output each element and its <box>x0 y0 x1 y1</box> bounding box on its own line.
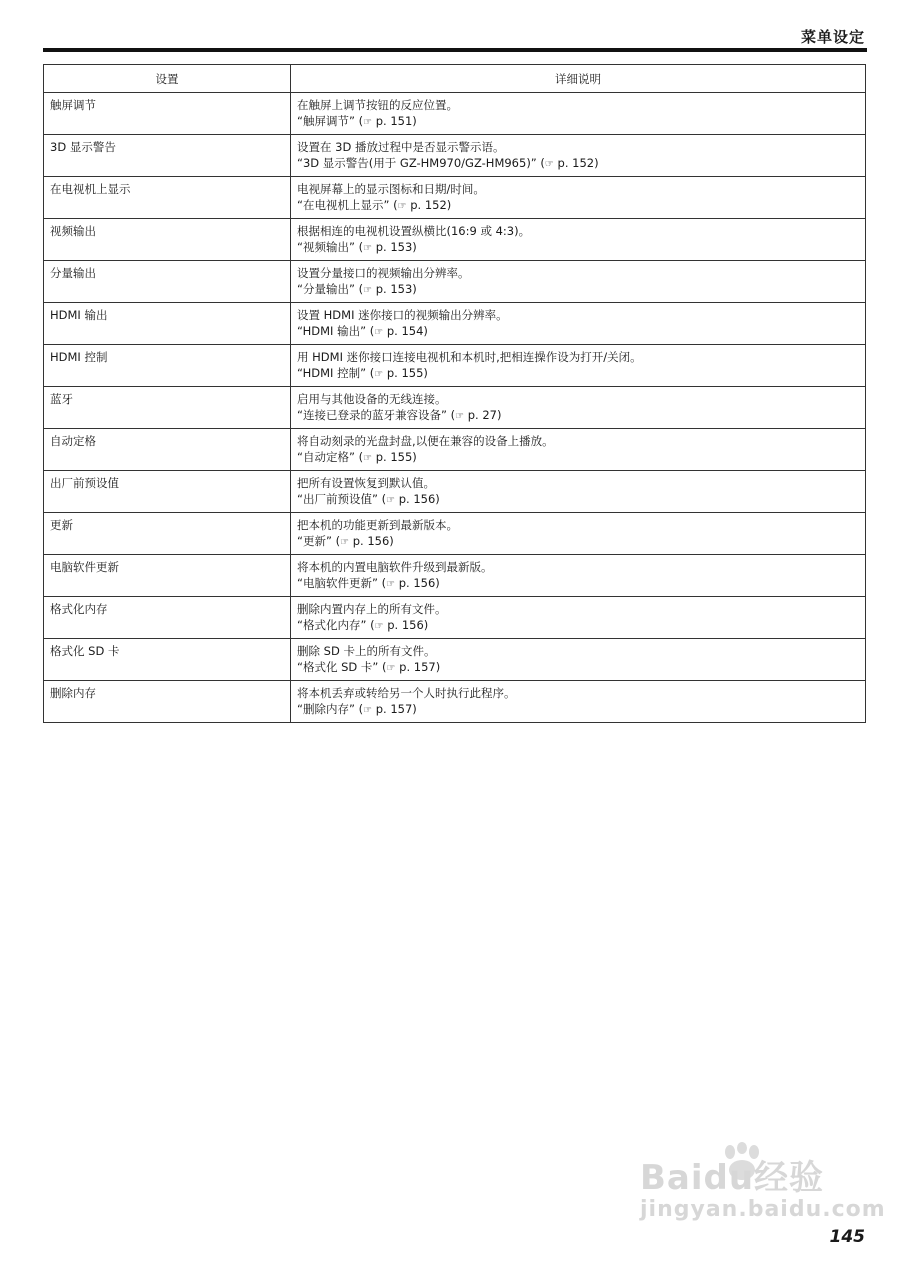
setting-detail <box>291 429 866 471</box>
pointing-hand-icon: ☞ <box>386 579 396 590</box>
setting-detail <box>291 555 866 597</box>
setting-name: 3D 显示警告 <box>44 135 291 177</box>
detail-reference: “格式化内存” (☞ p. 156) <box>297 618 429 632</box>
setting-name: 格式化 SD 卡 <box>44 639 291 681</box>
setting-detail <box>291 597 866 639</box>
detail-description: 电视屏幕上的显示图标和日期/时间。 <box>297 182 485 196</box>
setting-detail <box>291 513 866 555</box>
detail-description: 删除内置内存上的所有文件。 <box>297 602 447 616</box>
detail-reference: “出厂前预设值” (☞ p. 156) <box>297 492 440 506</box>
reference-title: “3D 显示警告(用于 GZ-HM970/GZ-HM965)” <box>297 156 537 170</box>
reference-title: “HDMI 控制” <box>297 366 367 380</box>
reference-page: p. 157 <box>399 660 436 674</box>
reference-page: p. 153 <box>375 240 413 254</box>
page-header-title: 菜单设定 <box>800 28 865 46</box>
detail-description: 把所有设置恢复到默认值。 <box>297 476 435 490</box>
setting-name: 视频输出 <box>44 219 291 261</box>
setting-detail <box>291 219 866 261</box>
reference-page: p. 156 <box>387 618 424 632</box>
detail-description: 设置在 3D 播放过程中是否显示警示语。 <box>297 140 505 154</box>
pointing-hand-icon: ☞ <box>363 705 373 716</box>
detail-description: 设置分量接口的视频输出分辨率。 <box>297 266 470 280</box>
detail-description: 启用与其他设备的无线连接。 <box>297 392 447 406</box>
setting-detail <box>291 303 866 345</box>
table-row <box>44 387 866 429</box>
reference-title: “更新” <box>297 534 332 548</box>
watermark <box>640 1150 886 1222</box>
setting-name: HDMI 控制 <box>44 345 291 387</box>
watermark-url: jingyan.baidu.com <box>640 1197 886 1222</box>
setting-detail <box>291 345 866 387</box>
pointing-hand-icon: ☞ <box>386 495 396 506</box>
table-row <box>44 555 866 597</box>
detail-reference: “触屏调节” (☞ p. 151) <box>297 114 417 128</box>
reference-page: p. 156 <box>398 492 436 506</box>
setting-name: 格式化内存 <box>44 597 291 639</box>
reference-page: p. 151 <box>375 114 413 128</box>
detail-reference: “删除内存” (☞ p. 157) <box>297 702 417 716</box>
table-row <box>44 597 866 639</box>
reference-page: p. 157 <box>375 702 413 716</box>
detail-description: 用 HDMI 迷你接口连接电视机和本机时,把相连操作设为打开/关闭。 <box>297 350 642 364</box>
reference-title: “格式化内存” <box>297 618 367 632</box>
reference-title: “触屏调节” <box>297 114 355 128</box>
reference-title: “电脑软件更新” <box>297 576 378 590</box>
reference-page: p. 154 <box>386 324 424 338</box>
reference-page: p. 156 <box>398 576 436 590</box>
table-header-row <box>44 65 866 93</box>
table-row <box>44 345 866 387</box>
detail-reference: “自动定格” (☞ p. 155) <box>297 450 417 464</box>
detail-reference: “电脑软件更新” (☞ p. 156) <box>297 576 440 590</box>
pointing-hand-icon: ☞ <box>374 621 384 632</box>
setting-name: 蓝牙 <box>44 387 291 429</box>
detail-description: 把本机的功能更新到最新版本。 <box>297 518 458 532</box>
setting-name: 删除内存 <box>44 681 291 723</box>
reference-page: p. 153 <box>375 282 413 296</box>
reference-page: p. 155 <box>375 450 413 464</box>
reference-title: “自动定格” <box>297 450 355 464</box>
reference-title: “删除内存” <box>297 702 355 716</box>
pointing-hand-icon: ☞ <box>363 285 373 296</box>
table-row <box>44 177 866 219</box>
detail-description: 将本机的内置电脑软件升级到最新版。 <box>297 560 493 574</box>
setting-detail <box>291 177 866 219</box>
pointing-hand-icon: ☞ <box>363 243 373 254</box>
setting-detail <box>291 387 866 429</box>
reference-title: “出厂前预设值” <box>297 492 378 506</box>
setting-name: 分量输出 <box>44 261 291 303</box>
reference-page: p. 155 <box>386 366 424 380</box>
setting-name: 触屏调节 <box>44 93 291 135</box>
table-row <box>44 681 866 723</box>
setting-name: 电脑软件更新 <box>44 555 291 597</box>
setting-name: 出厂前预设值 <box>44 471 291 513</box>
pointing-hand-icon: ☞ <box>374 327 384 338</box>
reference-title: “在电视机上显示” <box>297 198 390 212</box>
detail-description: 将自动刻录的光盘封盘,以便在兼容的设备上播放。 <box>297 434 554 448</box>
pointing-hand-icon: ☞ <box>544 159 554 170</box>
pointing-hand-icon: ☞ <box>363 117 373 128</box>
reference-title: “分量输出” <box>297 282 355 296</box>
detail-description: 根据相连的电视机设置纵横比(16:9 或 4:3)。 <box>297 224 531 238</box>
setting-detail <box>291 681 866 723</box>
table-row <box>44 135 866 177</box>
detail-reference: “格式化 SD 卡” (☞ p. 157) <box>297 660 441 674</box>
setting-name: 更新 <box>44 513 291 555</box>
table-row <box>44 471 866 513</box>
setting-detail <box>291 93 866 135</box>
setting-detail <box>291 261 866 303</box>
reference-title: “视频输出” <box>297 240 355 254</box>
header-divider <box>43 48 867 52</box>
setting-detail <box>291 471 866 513</box>
detail-reference: “HDMI 控制” (☞ p. 155) <box>297 366 428 380</box>
reference-title: “格式化 SD 卡” <box>297 660 379 674</box>
column-header-detail: 详细说明 <box>291 65 866 93</box>
setting-detail <box>291 135 866 177</box>
setting-detail <box>291 639 866 681</box>
table-row <box>44 219 866 261</box>
setting-name: 自动定格 <box>44 429 291 471</box>
pointing-hand-icon: ☞ <box>386 663 396 674</box>
detail-reference: “在电视机上显示” (☞ p. 152) <box>297 198 452 212</box>
table-row <box>44 93 866 135</box>
reference-page: p. 27 <box>467 408 497 422</box>
detail-description: 设置 HDMI 迷你接口的视频输出分辨率。 <box>297 308 508 322</box>
table-row <box>44 639 866 681</box>
detail-description: 在触屏上调节按钮的反应位置。 <box>297 98 458 112</box>
detail-description: 将本机丢弃或转给另一个人时执行此程序。 <box>297 686 516 700</box>
pointing-hand-icon: ☞ <box>397 201 407 212</box>
page-number: 145 <box>829 1227 865 1247</box>
detail-reference: “连接已登录的蓝牙兼容设备” (☞ p. 27) <box>297 408 502 422</box>
table-row <box>44 513 866 555</box>
watermark-brand: Baidu经验 <box>640 1158 825 1198</box>
table-row <box>44 303 866 345</box>
detail-reference: “视频输出” (☞ p. 153) <box>297 240 417 254</box>
reference-title: “连接已登录的蓝牙兼容设备” <box>297 408 447 422</box>
reference-page: p. 152 <box>410 198 447 212</box>
setting-name: HDMI 输出 <box>44 303 291 345</box>
pointing-hand-icon: ☞ <box>455 411 465 422</box>
pointing-hand-icon: ☞ <box>363 453 373 464</box>
table-body <box>44 93 866 723</box>
reference-title: “HDMI 输出” <box>297 324 367 338</box>
detail-reference: “分量输出” (☞ p. 153) <box>297 282 417 296</box>
column-header-setting: 设置 <box>44 65 291 93</box>
detail-description: 删除 SD 卡上的所有文件。 <box>297 644 436 658</box>
table-row <box>44 429 866 471</box>
pointing-hand-icon: ☞ <box>374 369 384 380</box>
reference-page: p. 152 <box>557 156 595 170</box>
detail-reference: “3D 显示警告(用于 GZ-HM970/GZ-HM965)” (☞ p. 152) <box>297 156 599 170</box>
pointing-hand-icon: ☞ <box>340 537 350 548</box>
detail-reference: “HDMI 输出” (☞ p. 154) <box>297 324 428 338</box>
detail-reference: “更新” (☞ p. 156) <box>297 534 394 548</box>
settings-table <box>43 64 866 723</box>
table-row <box>44 261 866 303</box>
setting-name: 在电视机上显示 <box>44 177 291 219</box>
reference-page: p. 156 <box>352 534 390 548</box>
